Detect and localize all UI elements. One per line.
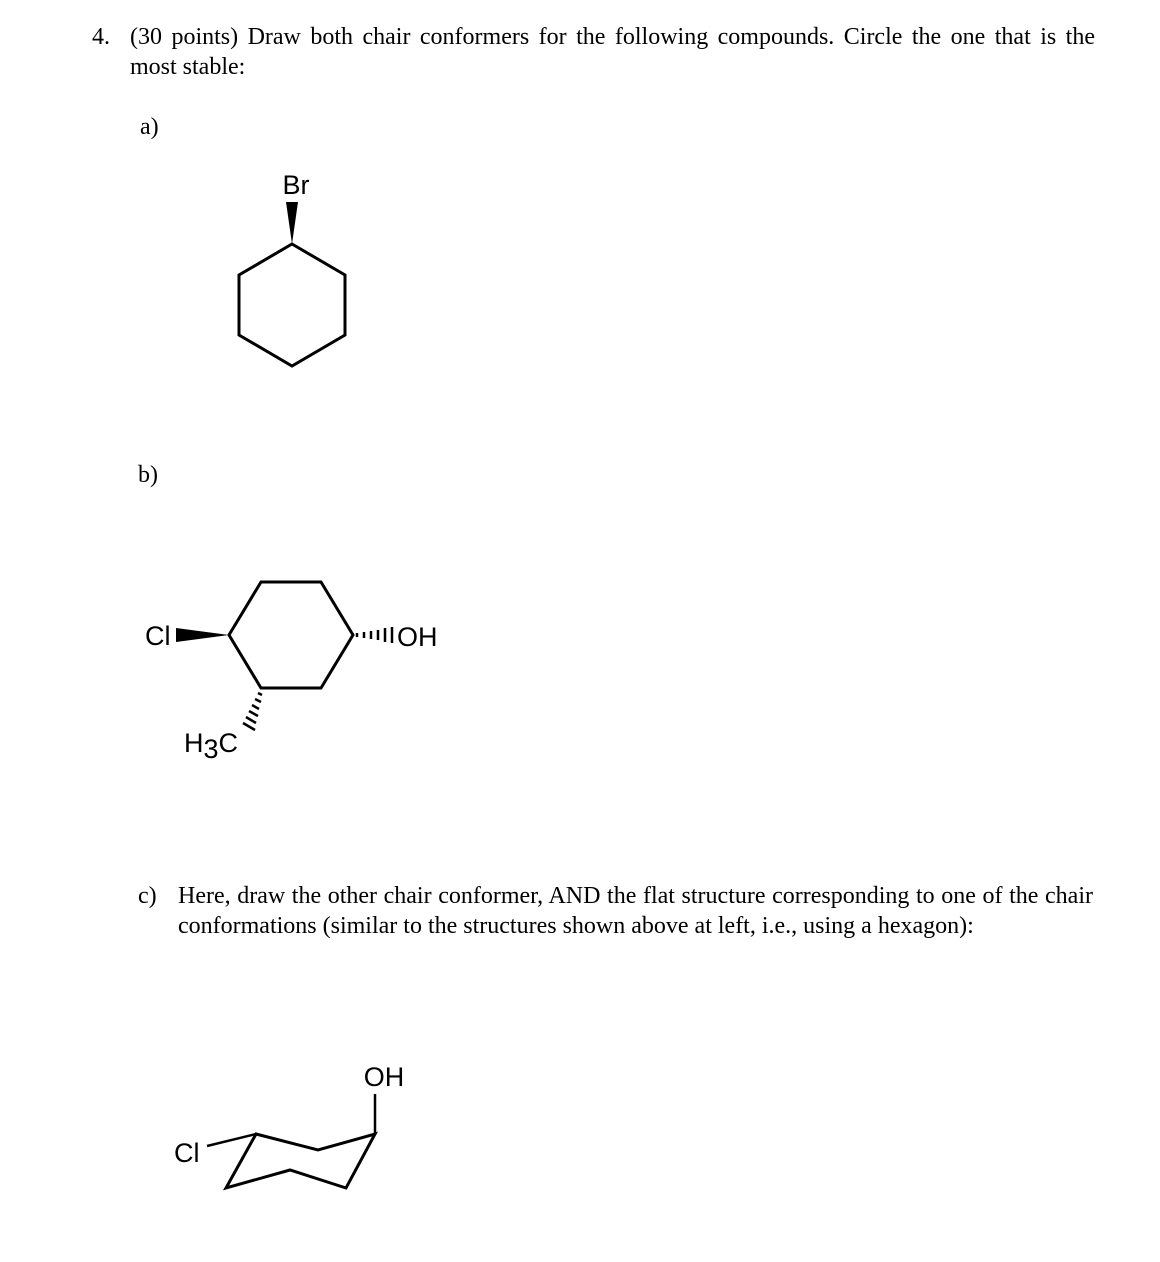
structure-b (145, 582, 438, 764)
part-b-label: b) (138, 462, 158, 488)
part-c-label: c) (138, 883, 157, 909)
oh-label-b: OH (397, 622, 438, 652)
h3c-label: H3C (184, 728, 239, 764)
chair-ring-c (226, 1134, 375, 1188)
wedge-bond-cl (176, 628, 229, 642)
hash-bond-oh (357, 627, 392, 643)
cl-label-c: Cl (174, 1138, 200, 1168)
part-c-text: Here, draw the other chair conformer, AND the flat structure corresponding to one of the chair conformations (similar to the structures shown above at left, i.e., using a hexagon): (178, 883, 1093, 939)
hash-bond-ch3 (243, 693, 262, 730)
question-text: (30 points) Draw both chair conformers for the following compounds. Circle the one that is the most stable: (130, 24, 1095, 80)
cyclohexane-ring-a (239, 244, 345, 366)
cyclohexane-ring-b (229, 582, 353, 688)
structure-a (239, 170, 345, 366)
question-number: 4. (92, 24, 110, 50)
br-label: Br (282, 170, 310, 200)
structure-c (174, 1062, 404, 1188)
part-a-label: a) (140, 114, 159, 140)
cl-label-b: Cl (145, 621, 171, 651)
oh-label-c: OH (363, 1062, 405, 1092)
wedge-bond-br (286, 202, 298, 244)
